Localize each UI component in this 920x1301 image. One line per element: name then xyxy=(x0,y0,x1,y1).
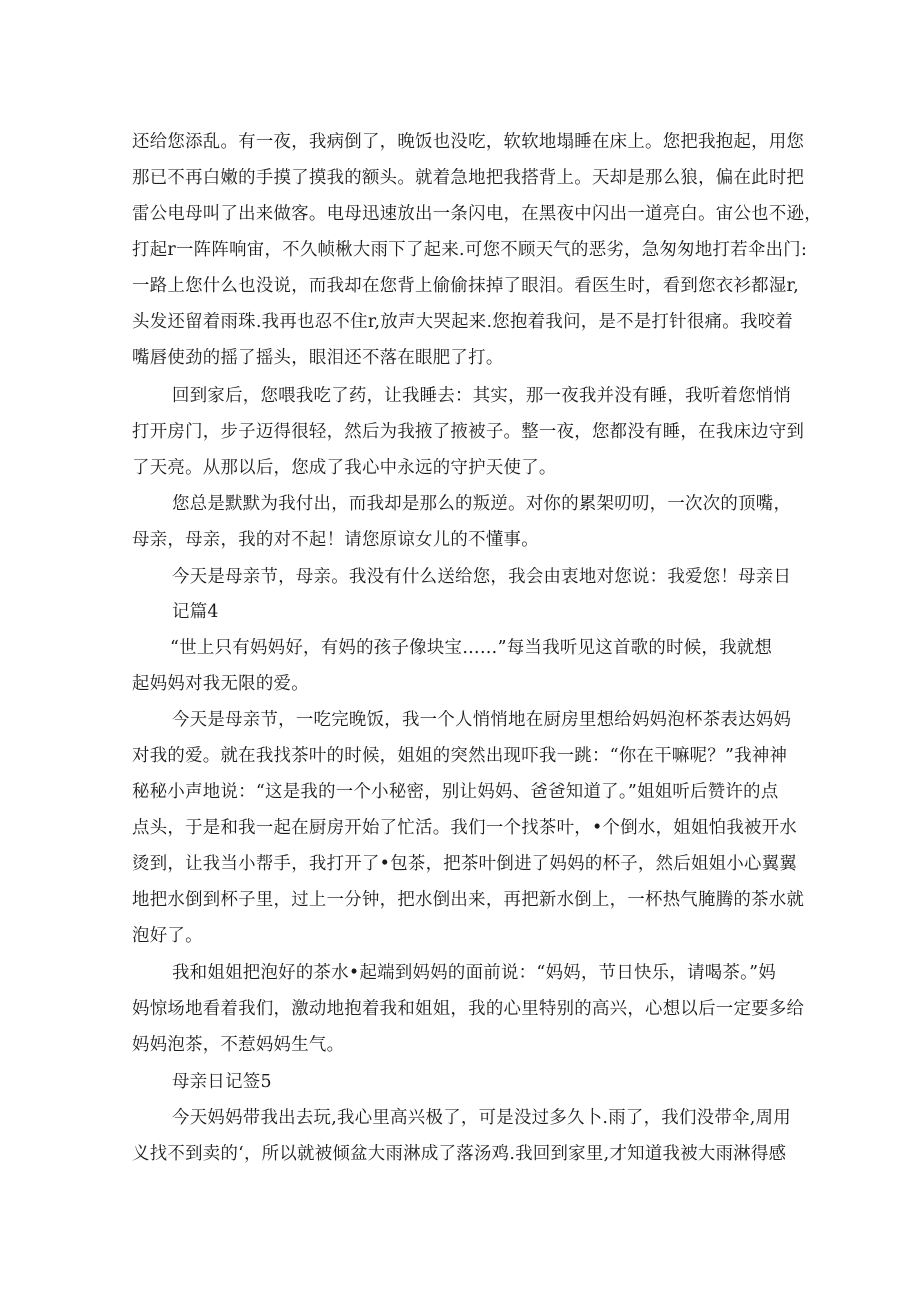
text-line xyxy=(0,343,920,373)
text-line xyxy=(0,199,920,229)
line-text: 点头，于是和我一起在厨房开始了忙活。我们一个找茶叶，•个倒水，姐姐怕我被开水 xyxy=(132,818,798,838)
text-line xyxy=(0,885,920,915)
line-text: 地把水倒到杯子里，过上一分钟，把水倒出来，再把新水倒上，一杯热气腌腾的茶水就 xyxy=(132,890,805,910)
text-line xyxy=(0,741,920,771)
line-text: 起妈妈对我无限的爱。 xyxy=(132,674,309,694)
line-text: 您总是默默为我付出，而我却是那么的叛逆。对你的累架叨叨，一次次的顶嘴， xyxy=(172,494,792,514)
line-text: 头发还留着雨珠.我再也忍不住r,放声大哭起来.您抱着我问，是不是打针很痛。我咬着 xyxy=(132,312,794,332)
text-line xyxy=(0,127,920,157)
text-line xyxy=(0,777,920,807)
text-line xyxy=(0,921,920,951)
line-text: 母亲，母亲，我的对不起！请您原谅女儿的不懂事。 xyxy=(132,530,539,550)
line-text: 妈惊场地看着我们，激动地抱着我和姐姐，我的心里特别的高兴，心想以后一定要多给 xyxy=(132,999,805,1019)
line-text: “世上只有妈妈好，有妈的孩子像块宝……”每当我听见这首歌的时候，我就想 xyxy=(170,638,773,658)
line-text: 还给您添乱。有一夜，我病倒了，晚饭也没吃，软软地塌睡在床上。您把我抱起，用您 xyxy=(132,132,805,152)
text-line xyxy=(0,381,920,411)
line-text: 打开房门，步子迈得很轻，然后为我掖了掖被子。整一夜，您都没有睡，在我床边守到 xyxy=(132,422,805,442)
line-text: 一路上您什么也没说，而我却在您背上偷偷抹掉了眼泪。看医生时，看到您衣衫都湿r, xyxy=(132,276,800,296)
text-line xyxy=(0,705,920,735)
line-text: 今天是母亲节，母亲。我没有什么送给您，我会由衷地对您说：我爱您！母亲日 xyxy=(172,567,792,587)
text-line xyxy=(0,235,920,265)
line-text: 回到家后，您喂我吃了药，让我睡去：其实，那一夜我并没有睡，我听着您悄悄 xyxy=(172,386,792,406)
text-line xyxy=(0,307,920,337)
text-line xyxy=(0,669,920,699)
line-text: 今天是母亲节，一吃完晚饭，我一个人悄悄地在厨房里想给妈妈泡杯茶表达妈妈 xyxy=(172,710,792,730)
text-line xyxy=(0,849,920,879)
text-line xyxy=(0,1139,920,1169)
line-text: 烫到，让我当小帮手，我打开了•包茶，把茶叶倒进了妈妈的杯子，然后姐姐小心翼翼 xyxy=(132,854,798,874)
text-line xyxy=(0,958,920,988)
text-line xyxy=(0,1103,920,1133)
text-line xyxy=(0,1030,920,1060)
text-line xyxy=(0,271,920,301)
text-line xyxy=(0,163,920,193)
text-line xyxy=(0,597,920,627)
text-line xyxy=(0,417,920,447)
text-line xyxy=(0,813,920,843)
text-line xyxy=(0,525,920,555)
line-text: 今天妈妈带我出去玩,我心里高兴极了，可是没过多久卜.雨了，我们没带伞,周用 xyxy=(172,1108,791,1128)
line-text: 泡好了。 xyxy=(132,926,203,946)
line-text: 对我的爱。就在我找茶叶的时候，姐姐的突然出现吓我一跳：“你在干嘛呢？”我神神 xyxy=(132,746,788,766)
text-line xyxy=(0,994,920,1024)
line-text: 妈妈泡茶，不惹妈妈生气。 xyxy=(132,1035,345,1055)
text-line xyxy=(0,1067,920,1097)
text-line xyxy=(0,633,920,663)
line-text: 那已不再白嫩的手摸了摸我的额头。就着急地把我搭背上。天却是那么狼，偏在此时把 xyxy=(132,168,805,188)
text-line xyxy=(0,453,920,483)
line-text: 记篇4 xyxy=(172,602,219,622)
text-line xyxy=(0,562,920,592)
section-heading: 母亲日记签5 xyxy=(172,1072,272,1092)
line-text: 我和姐姐把泡好的茶水•起端到妈妈的面前说：“妈妈，节日快乐，请喝茶。”妈 xyxy=(172,963,777,983)
line-text: 打起r一阵阵响宙，不久帧楸大雨下了起来.可您不顾天气的恶劣，急匆匆地打若伞出门: xyxy=(132,240,808,260)
line-text: 了天亮。从那以后，您成了我心中永远的守护天使了。 xyxy=(132,458,557,478)
line-text: 义找不到卖的‘，所以就被倾盆大雨淋成了落汤鸡.我回到家里,才知道我被大雨淋得感 xyxy=(132,1144,787,1164)
line-text: 秘秘小声地说：“这是我的一个小秘密，别让妈妈、爸爸知道了。”姐姐听后赞许的点 xyxy=(132,782,779,802)
line-text: 嘴唇使劲的摇了摇头，眼泪还不落在眼肥了打。 xyxy=(132,348,504,368)
text-line xyxy=(0,489,920,519)
line-text: 雷公电母叫了出来做客。电母迅速放出一条闪电，在黑夜中闪出一道亮白。宙公也不逊， xyxy=(132,204,822,224)
